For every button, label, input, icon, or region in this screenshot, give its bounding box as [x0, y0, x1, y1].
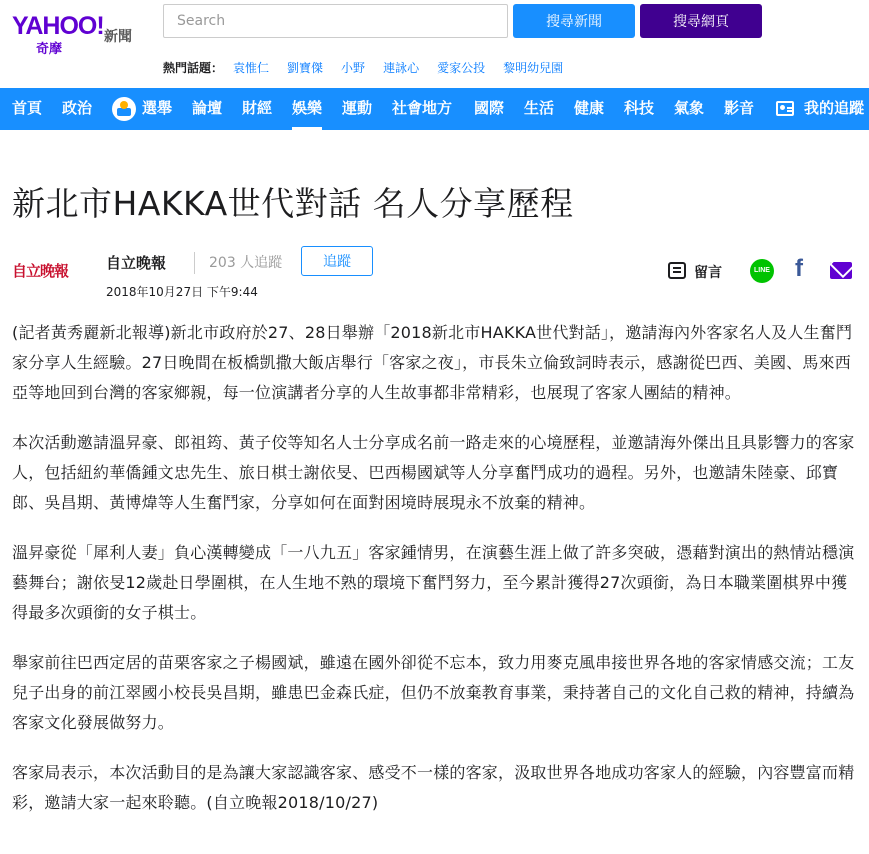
vote-icon — [112, 97, 136, 121]
search-news-button[interactable]: 搜尋新聞 — [513, 4, 635, 38]
nav-item-politics[interactable]: 政治 — [62, 99, 93, 117]
hot-topic-link[interactable]: 小野 — [341, 60, 366, 75]
hot-topic-link[interactable]: 劉寶傑 — [287, 60, 324, 75]
nav-item-forum[interactable]: 論壇 — [192, 99, 223, 117]
nav-item-society[interactable]: 社會地方 — [392, 99, 453, 117]
line-share-icon[interactable]: LINE — [750, 259, 774, 283]
hot-topic-link[interactable]: 連詠心 — [383, 60, 420, 75]
article-title: 新北市HAKKA世代對話 名人分享歷程 — [12, 184, 574, 223]
comment-button[interactable]: 留言 — [694, 265, 722, 281]
nav-item-video[interactable]: 影音 — [724, 99, 755, 117]
logo-section: 新聞 — [104, 29, 132, 45]
nav-item-sports[interactable]: 運動 — [342, 99, 373, 117]
logo-brand: YAHOO! — [12, 12, 104, 40]
source-name[interactable]: 自立晚報 — [106, 254, 167, 272]
follower-count: 203 人追蹤 — [209, 255, 283, 271]
main-nav — [0, 88, 869, 130]
hot-topic-link[interactable]: 黎明幼兒園 — [503, 60, 564, 75]
article-paragraph: 本次活動邀請溫昇豪、郎祖筠、黃子佼等知名人士分享成名前一路走來的心境歷程，並邀請海外傑出且具影響力的客家人，包括紐約華僑鍾文忠先生、旅日棋士謝依旻、巴西楊國斌等人分享奮鬥成功的過程。另外，也邀請朱陸豪、邱寶郎、吳昌期、黃博煒等人生奮鬥家，分享如何在面對困境時展現永不放棄的精神。 — [12, 433, 855, 512]
search-web-button[interactable]: 搜尋網頁 — [640, 4, 762, 38]
nav-item-weather[interactable]: 氣象 — [674, 99, 705, 117]
nav-item-tech[interactable]: 科技 — [624, 99, 655, 117]
article-paragraph: 客家局表示，本次活動目的是為讓大家認識客家、感受不一樣的客家，汲取世界各地成功客家人的經驗，內容豐富而精彩，邀請大家一起來聆聽。(自立晚報2018/10/27) — [12, 763, 855, 812]
yahoo-news-logo[interactable] — [12, 12, 142, 57]
nav-item-home[interactable]: 首頁 — [12, 99, 43, 117]
hot-topics-label: 熱門話題： — [163, 60, 224, 75]
nav-item-finance[interactable]: 財經 — [242, 99, 273, 117]
divider — [194, 252, 195, 274]
nav-item-election[interactable]: 選舉 — [142, 99, 173, 117]
article-paragraph: 溫昇豪從「犀利人妻」負心漢轉變成「一八九五」客家鍾情男，在演藝生涯上做了許多突破，憑藉對演出的熱情站穩演藝舞台；謝依旻12歲赴日學圍棋，在人生地不熟的環境下奮鬥努力，至今累計獲得27次頭銜，為日本職業圍棋界中獲得最多次頭銜的女子棋士。 — [12, 543, 855, 622]
article-paragraph: (記者黃秀麗新北報導)新北市政府於27、28日舉辦「2018新北市HAKKA世代對話」，邀請海內外客家名人及人生奮鬥家分享人生經驗。27日晚間在板橋凱撒大飯店舉行「客家之夜」，市長朱立倫致詞時表示，感謝從巴西、美國、馬來西亞等地回到台灣的客家鄉親，每一位演講者分享的人生故事都非常精彩，也展現了客家人團結的精神。 — [12, 323, 853, 402]
article-paragraph: 舉家前往巴西定居的苗栗客家之子楊國斌，雖遠在國外卻從不忘本，致力用麥克風串接世界各地的客家情感交流；工友兒子出身的前江翠國小校長吳昌期，雖患巴金森氏症，但仍不放棄教育事業，秉持著自己的文化自己救的精神，持續為客家文化發展做努力。 — [12, 653, 855, 732]
nav-item-world[interactable]: 國際 — [474, 99, 505, 117]
logo-sub: 奇摩 — [36, 42, 63, 57]
source-logo[interactable]: 自立晚報 — [12, 262, 69, 280]
follow-card-icon — [776, 101, 794, 116]
publish-datetime: 2018年10月27日 下午9:44 — [106, 285, 258, 299]
comment-icon[interactable] — [668, 262, 686, 279]
nav-item-entertainment[interactable]: 娛樂 — [292, 88, 322, 130]
search-input[interactable] — [163, 4, 508, 38]
nav-item-my-follows[interactable]: 我的追蹤 — [804, 99, 865, 117]
article-body — [12, 318, 860, 838]
follow-button[interactable]: 追蹤 — [301, 246, 373, 276]
mail-share-icon[interactable] — [830, 262, 852, 279]
facebook-share-icon[interactable]: f — [795, 255, 803, 282]
hot-topic-link[interactable]: 愛家公投 — [437, 60, 486, 75]
nav-item-life[interactable]: 生活 — [524, 99, 555, 117]
hot-topic-link[interactable]: 袁惟仁 — [233, 60, 270, 75]
nav-item-health[interactable]: 健康 — [574, 99, 605, 117]
hot-topics — [163, 58, 581, 76]
